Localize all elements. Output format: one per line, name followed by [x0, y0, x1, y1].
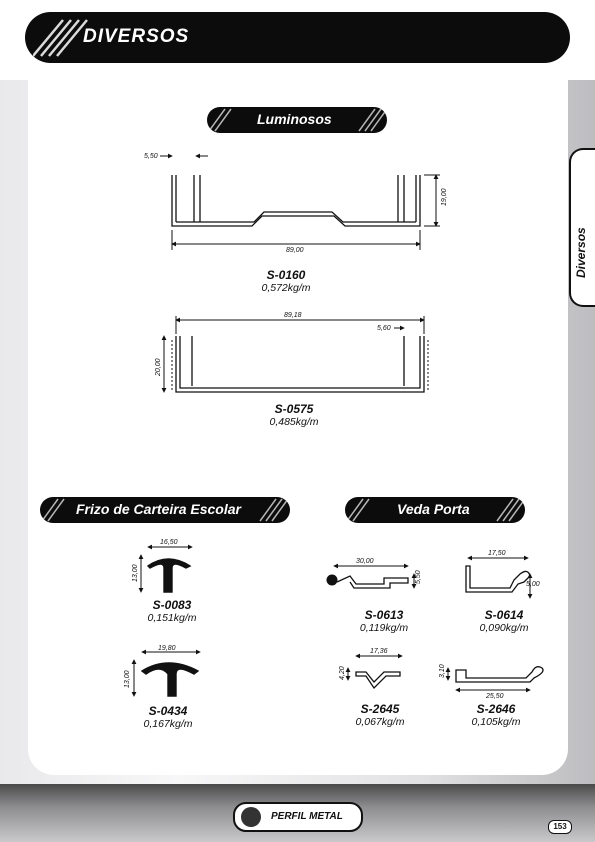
weight-s0614: 0,090kg/m: [479, 622, 529, 634]
weight-s2645: 0,067kg/m: [355, 716, 405, 728]
dim-s2645-0: 17,36: [370, 648, 388, 655]
dim-s0613-0: 30,00: [356, 558, 374, 565]
dim-s0575-2: 20,00: [155, 358, 162, 376]
dim-s0434-0: 19,80: [158, 645, 176, 652]
dim-s0160-0: 5,50: [144, 153, 158, 160]
dim-s0434-1: 13,00: [124, 670, 131, 688]
brand-logo[interactable]: [233, 802, 363, 832]
weight-s0434: 0,167kg/m: [143, 718, 193, 730]
weight-s0083: 0,151kg/m: [147, 612, 197, 624]
profile-s0613-drawing: [327, 566, 414, 588]
dim-s0160-2: 89,00: [286, 247, 304, 254]
section-frizo-label: Frizo de Carteira Escolar: [76, 501, 241, 517]
dim-s0160-1: 19,00: [441, 188, 448, 206]
page-title: DIVERSOS: [83, 26, 190, 47]
dim-s0614-1: 5,00: [526, 581, 540, 588]
profile-s0160-drawing: [160, 156, 440, 250]
dim-s2646-1: 25,50: [486, 693, 504, 700]
profile-s0434-drawing: [134, 652, 200, 696]
code-s0160: S-0160: [266, 268, 306, 282]
code-s2646: S-2646: [476, 702, 516, 716]
dim-s0083-1: 13,00: [132, 564, 139, 582]
profile-s2645-drawing: [348, 656, 402, 688]
code-s0083: S-0083: [152, 598, 192, 612]
code-s0613: S-0613: [364, 608, 404, 622]
profile-s2646-drawing: [448, 667, 543, 690]
weight-s0575: 0,485kg/m: [269, 416, 319, 428]
code-s2645: S-2645: [360, 702, 400, 716]
profile-s0614-drawing: [466, 558, 530, 598]
code-s0614: S-0614: [484, 608, 524, 622]
dim-s0575-1: 5,60: [377, 325, 391, 332]
weight-s0613: 0,119kg/m: [359, 622, 409, 634]
page-number: 153: [548, 820, 572, 834]
dim-s0083-0: 16,50: [160, 539, 178, 546]
weight-s2646: 0,105kg/m: [471, 716, 521, 728]
profile-s0083-drawing: [141, 547, 192, 592]
dim-s0614-0: 17,50: [488, 550, 506, 557]
dim-s0575-0: 89,18: [284, 312, 302, 319]
dim-s0613-1: 5,50: [415, 570, 422, 584]
brand-mark-icon: [241, 807, 261, 827]
section-veda-label: Veda Porta: [397, 501, 470, 517]
code-s0434: S-0434: [148, 704, 188, 718]
side-tab-label: Diversos: [574, 227, 588, 278]
weight-s0160: 0,572kg/m: [261, 282, 311, 294]
section-luminosos-label: Luminosos: [257, 111, 332, 127]
code-s0575: S-0575: [274, 402, 314, 416]
brand-name: PERFIL METAL: [271, 811, 343, 822]
dim-s2646-0: 3,10: [439, 664, 446, 678]
dim-s2645-1: 4,20: [339, 666, 346, 680]
